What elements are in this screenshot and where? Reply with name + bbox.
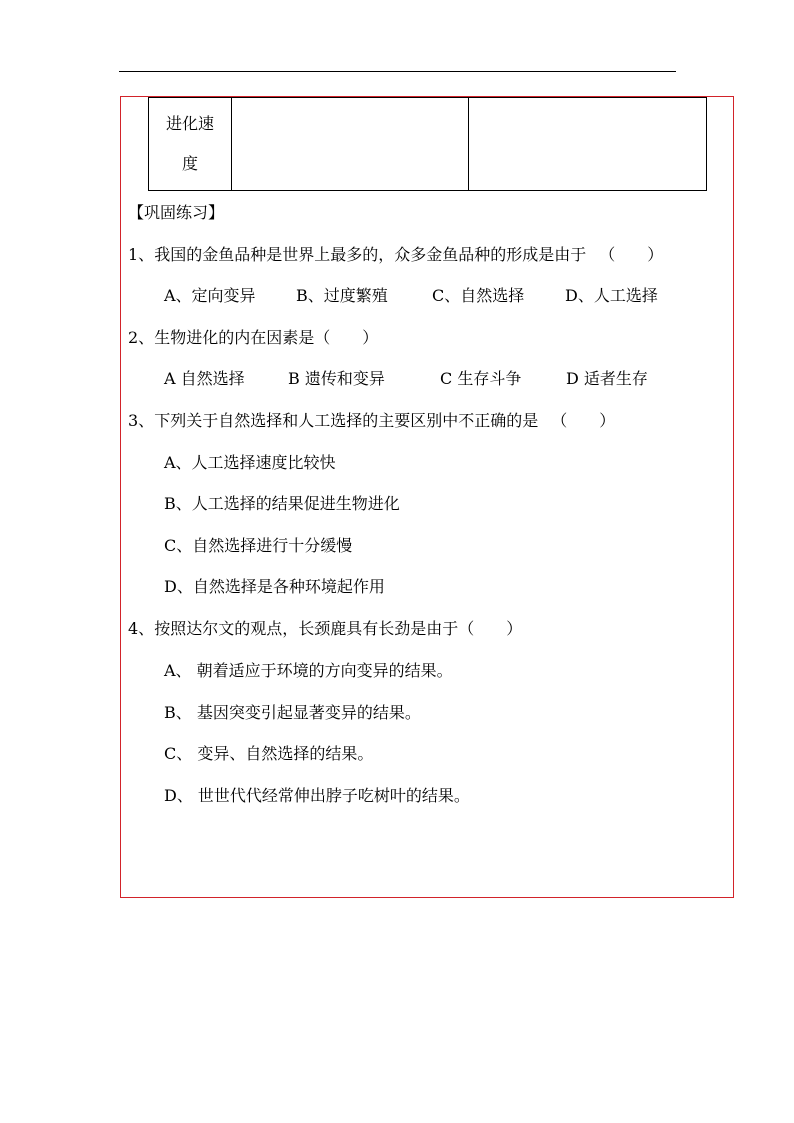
question-1 bbox=[128, 245, 663, 265]
question-number: 2、 bbox=[128, 328, 155, 347]
option-c: C 生存斗争 bbox=[440, 369, 522, 388]
option-a: A、定向变异 bbox=[164, 286, 256, 305]
answer-bracket: （ ） bbox=[551, 411, 616, 430]
question-text: 我国的金鱼品种是世界上最多的，众多金鱼品种的形成是由于 bbox=[154, 245, 587, 264]
option-c: C、 变异、自然选择的结果。 bbox=[164, 744, 374, 763]
answer-bracket: （ ） bbox=[599, 245, 664, 264]
blank-cell bbox=[232, 98, 469, 191]
blank-cell bbox=[469, 98, 707, 191]
table-row bbox=[149, 98, 707, 191]
question-2-options bbox=[164, 369, 648, 389]
option-d: D、人工选择 bbox=[565, 286, 658, 305]
question-3 bbox=[128, 411, 615, 431]
row-label-cell bbox=[149, 98, 232, 191]
question-text: 生物进化的内在因素是（ ） bbox=[154, 328, 379, 347]
option-b: B、过度繁殖 bbox=[296, 286, 388, 305]
question-number: 1、 bbox=[128, 245, 155, 264]
question-text: 按照达尔文的观点，长颈鹿具有长劲是由于（ ） bbox=[154, 619, 523, 638]
option-a: A 自然选择 bbox=[164, 369, 245, 388]
option-b: B、人工选择的结果促进生物进化 bbox=[164, 494, 400, 513]
option-c: C、自然选择 bbox=[432, 286, 525, 305]
question-number: 4、 bbox=[128, 619, 155, 638]
question-text: 下列关于自然选择和人工选择的主要区别中不正确的是 bbox=[154, 411, 539, 430]
header-rule bbox=[119, 71, 676, 72]
option-a: A、人工选择速度比较快 bbox=[164, 453, 336, 472]
option-d: D、 世世代代经常伸出脖子吃树叶的结果。 bbox=[164, 786, 470, 805]
option-a: A、 朝着适应于环境的方向变异的结果。 bbox=[164, 661, 453, 680]
question-2 bbox=[128, 328, 378, 348]
row-label: 进化速度 bbox=[165, 114, 214, 173]
section-title: 【巩固练习】 bbox=[128, 203, 225, 222]
option-c: C、自然选择进行十分缓慢 bbox=[164, 536, 353, 555]
question-1-options bbox=[164, 286, 658, 306]
question-number: 3、 bbox=[128, 411, 155, 430]
question-4 bbox=[128, 619, 522, 639]
option-d: D、自然选择是各种环境起作用 bbox=[164, 577, 385, 596]
option-b: B 遗传和变异 bbox=[288, 369, 385, 388]
option-d: D 适者生存 bbox=[566, 369, 648, 388]
option-b: B、 基因突变引起显著变异的结果。 bbox=[164, 703, 421, 722]
comparison-table bbox=[148, 97, 707, 191]
